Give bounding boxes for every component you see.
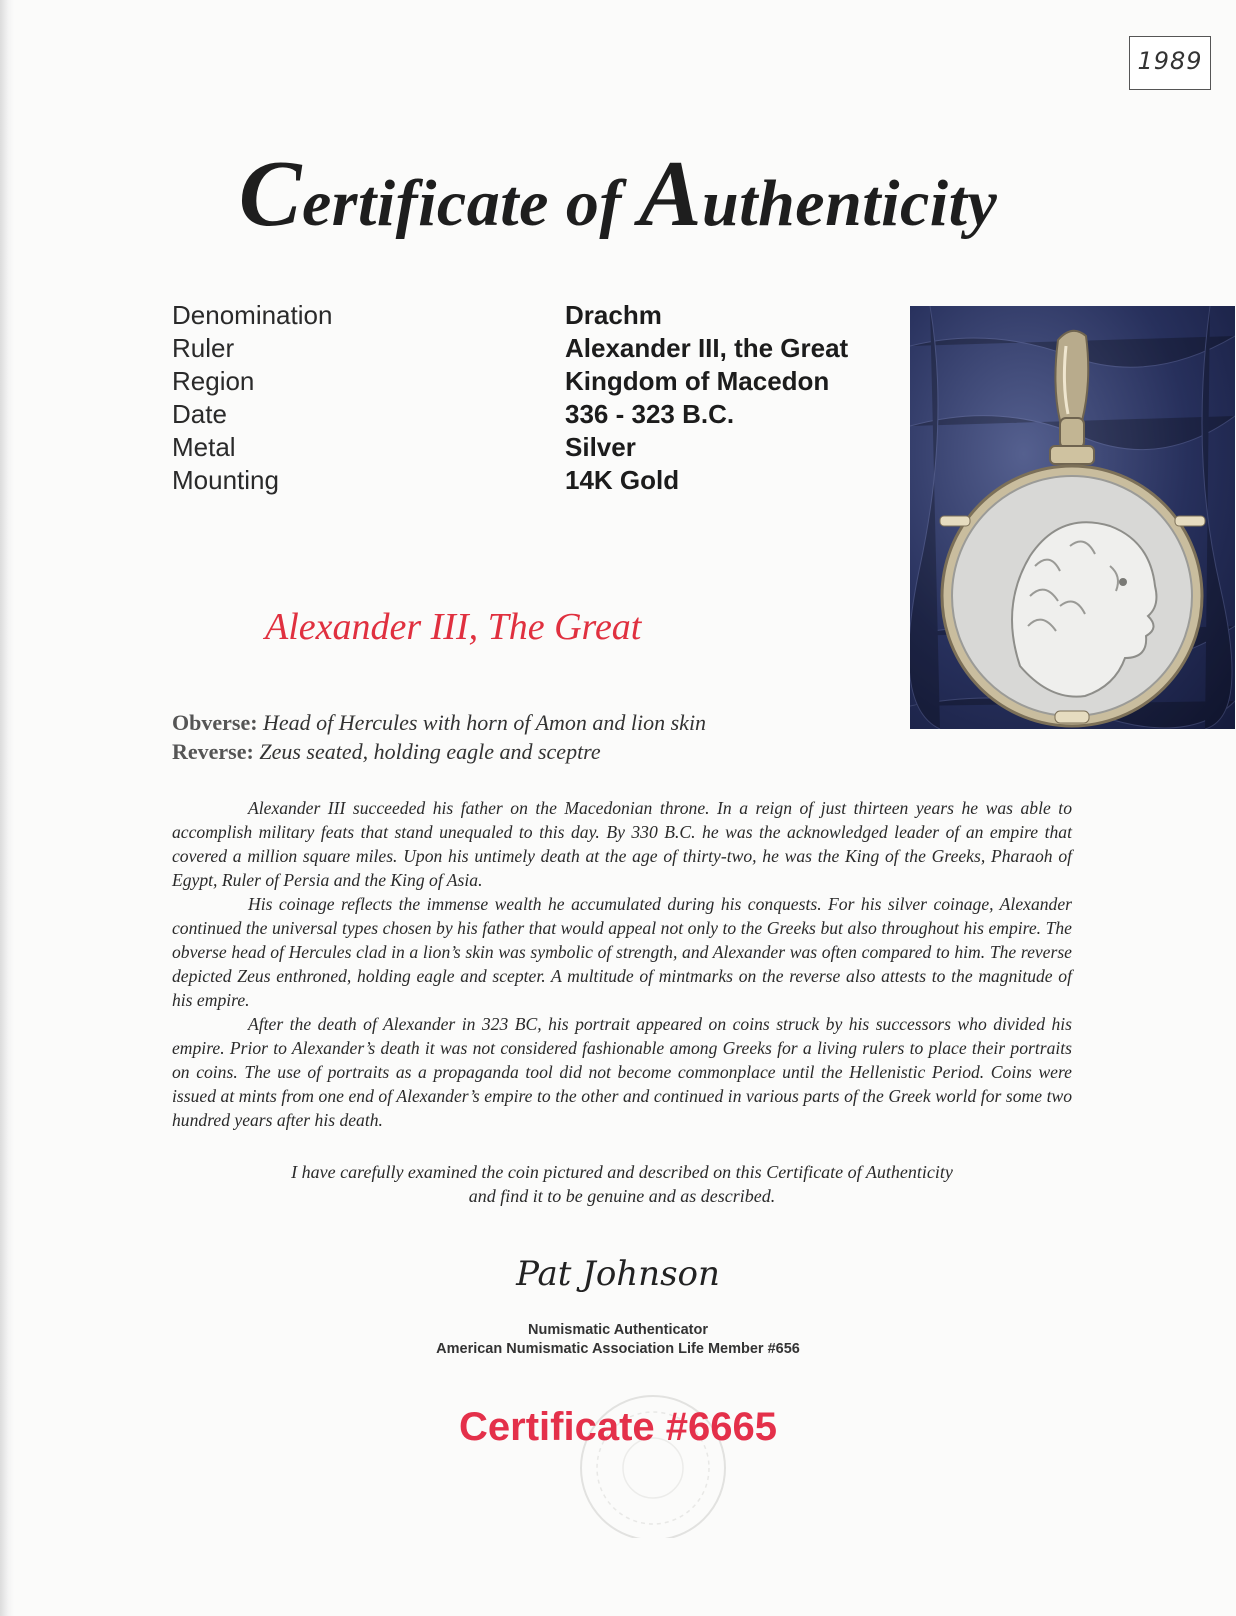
history-paragraph: His coinage reflects the immense wealth he accumulated during his conquests. For his silver coinage, Alexander continued the universal types chosen by his father that would appeal not only to the Greeks but also throughout his empire. The obverse head of Hercules clad in a lion’s skin was symbolic of strength, and Alexander was often compared to him. The reverse depicted Zeus enthroned, holding eagle and scepter. A multitude of mintmarks on the reverse also attests to the magnitude of his empire. (172, 894, 1072, 1010)
reverse-label: Reverse: (172, 739, 254, 764)
obverse-label: Obverse: (172, 710, 258, 735)
spec-value: Kingdom of Macedon (565, 366, 830, 396)
title-initial-c: C (238, 142, 302, 246)
spec-label: Metal (172, 432, 236, 462)
spec-label: Date (172, 399, 227, 429)
obverse-text: Head of Hercules with horn of Amon and lion skin (263, 710, 707, 735)
certificate-number: Certificate #6665 (459, 1405, 777, 1449)
title-part-1: ertificate of (301, 167, 639, 240)
title-initial-a: A (638, 142, 703, 246)
signature: Pat Johnson (516, 1254, 720, 1294)
attestation-statement (172, 1160, 1072, 1208)
attestation-line-1: I have carefully examined the coin pictured and described on this Certificate of Authenticity (291, 1162, 953, 1182)
coin-ruler-subtitle: Alexander III, The Great (265, 606, 642, 648)
history-paragraph: After the death of Alexander in 323 BC, his portrait appeared on coins struck by his successors who divided his empire. Prior to Alexander’s death it was not considered fashionable among Greeks for a living rulers to place their portraits on coins. The use of portraits as a propaganda tool did not become commonplace until the Hellenistic Period. Coins were issued at mints from one end of Alexander’s empire to the other and continued in various parts of the Greek world for some two hundred years after his death. (172, 1014, 1072, 1130)
spec-value: Drachm (565, 300, 662, 330)
reverse-line (172, 739, 706, 768)
coin-pendant-illustration (910, 306, 1235, 729)
signer-membership: American Numismatic Association Life Member #656 (436, 1341, 800, 1357)
attestation-line-2: and find it to be genuine and as described. (468, 1186, 776, 1206)
obverse-line (172, 710, 706, 739)
history-body (172, 796, 1072, 1132)
spec-value: Alexander III, the Great (565, 333, 849, 363)
spec-label: Region (172, 366, 255, 396)
spec-value: Silver (565, 432, 636, 462)
spec-value: 14K Gold (565, 465, 680, 495)
title-part-2: uthenticity (702, 167, 998, 240)
spec-label: Mounting (172, 465, 279, 495)
embossed-seal (548, 1378, 758, 1538)
page-id: 1989 (1137, 47, 1203, 75)
certificate-title (0, 140, 1236, 248)
spec-label: Ruler (172, 333, 235, 363)
spec-value: 336 - 323 B.C. (565, 399, 735, 429)
reverse-text: Zeus seated, holding eagle and sceptre (259, 739, 601, 764)
history-paragraph: Alexander III succeeded his father on the Macedonian throne. In a reign of just thirteen years he was able to accomplish military feats that stand unequaled to this day. By 330 B.C. he was the acknowledged leader of an empire that covered a million square miles. Upon his untimely death at the age of thirty-two, he was the King of the Greeks, Pharaoh of Egypt, Ruler of Persia and the King of Asia. (172, 798, 1072, 890)
coin-sides-description (172, 710, 706, 768)
coin-pendant-photo (910, 306, 1235, 729)
page-id-box (1129, 36, 1211, 90)
spec-label: Denomination (172, 300, 333, 330)
signer-title: Numismatic Authenticator (528, 1322, 708, 1338)
